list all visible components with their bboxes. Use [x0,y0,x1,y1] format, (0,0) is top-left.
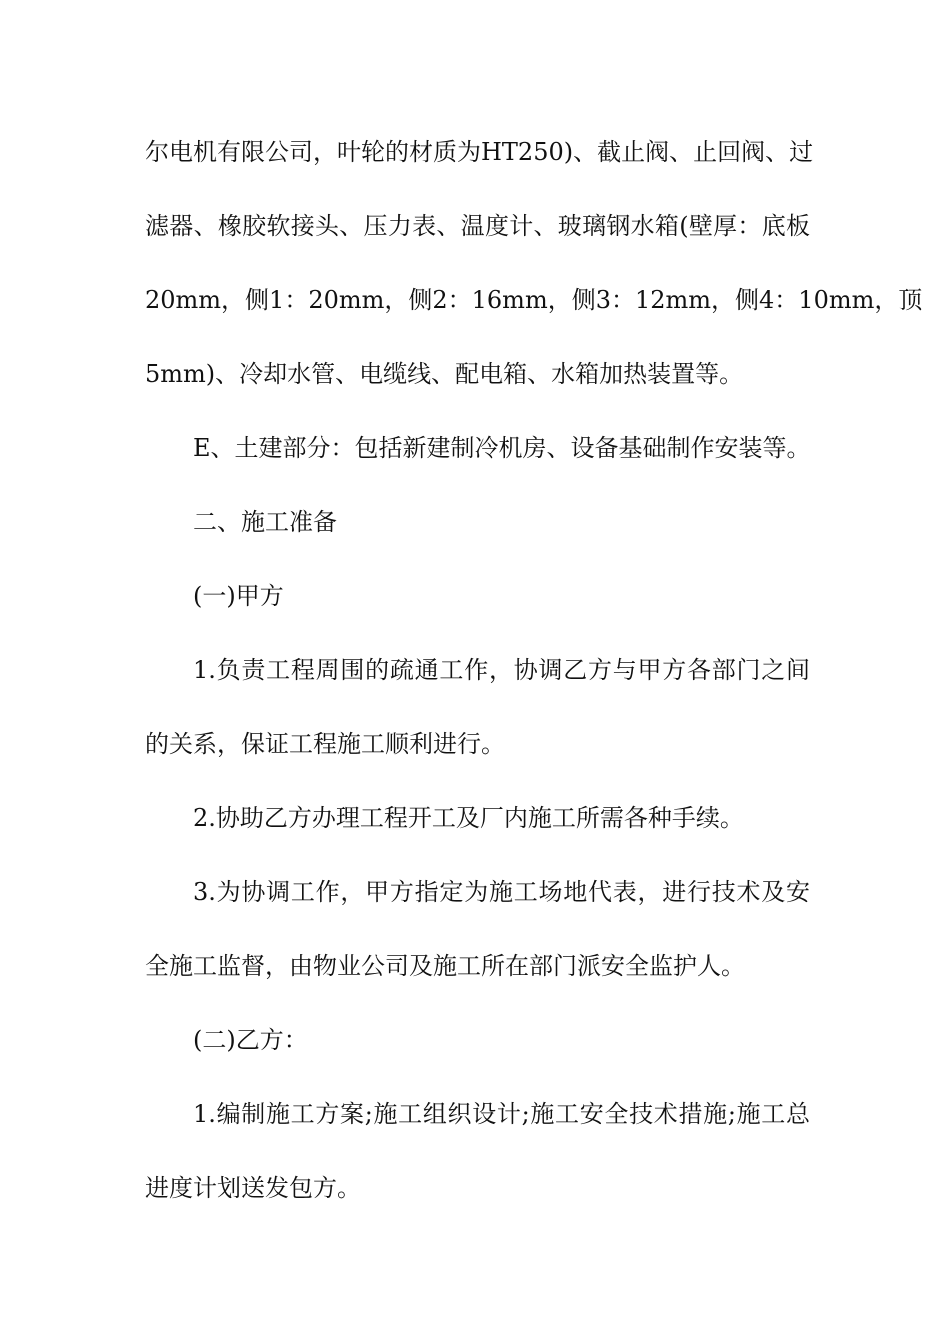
section-e-paragraph: E、土建部分：包括新建制冷机房、设备基础制作安装等。 [193,434,811,462]
list-item-line: 全施工监督，由物业公司及施工所在部门派安全监护人。 [145,952,745,980]
subsection-heading: (一)甲方 [193,582,284,610]
list-item-line: 进度计划送发包方。 [145,1174,361,1202]
list-item-line: 2.协助乙方办理工程开工及厂内施工所需各种手续。 [193,804,744,832]
section-heading: 二、施工准备 [193,508,337,536]
list-item-line: 1.负责工程周围的疏通工作，协调乙方与甲方各部门之间 [193,656,810,684]
list-item-line: 3.为协调工作，甲方指定为施工场地代表，进行技术及安 [193,878,810,906]
body-text-line: 20mm，侧1：20mm，侧2：16mm，侧3：12mm，侧4：10mm，顶 [145,286,923,314]
body-text-line: 5mm)、冷却水管、电缆线、配电箱、水箱加热装置等。 [145,360,744,388]
body-text-line: 滤器、橡胶软接头、压力表、温度计、玻璃钢水箱(壁厚：底板 [145,212,810,240]
subsection-heading: (二)乙方： [193,1026,308,1054]
list-item-line: 的关系，保证工程施工顺利进行。 [145,730,505,758]
body-text-line: 尔电机有限公司，叶轮的材质为HT250)、截止阀、止回阀、过 [145,138,814,166]
list-item-line: 1.编制施工方案;施工组织设计;施工安全技术措施;施工总 [193,1100,810,1128]
